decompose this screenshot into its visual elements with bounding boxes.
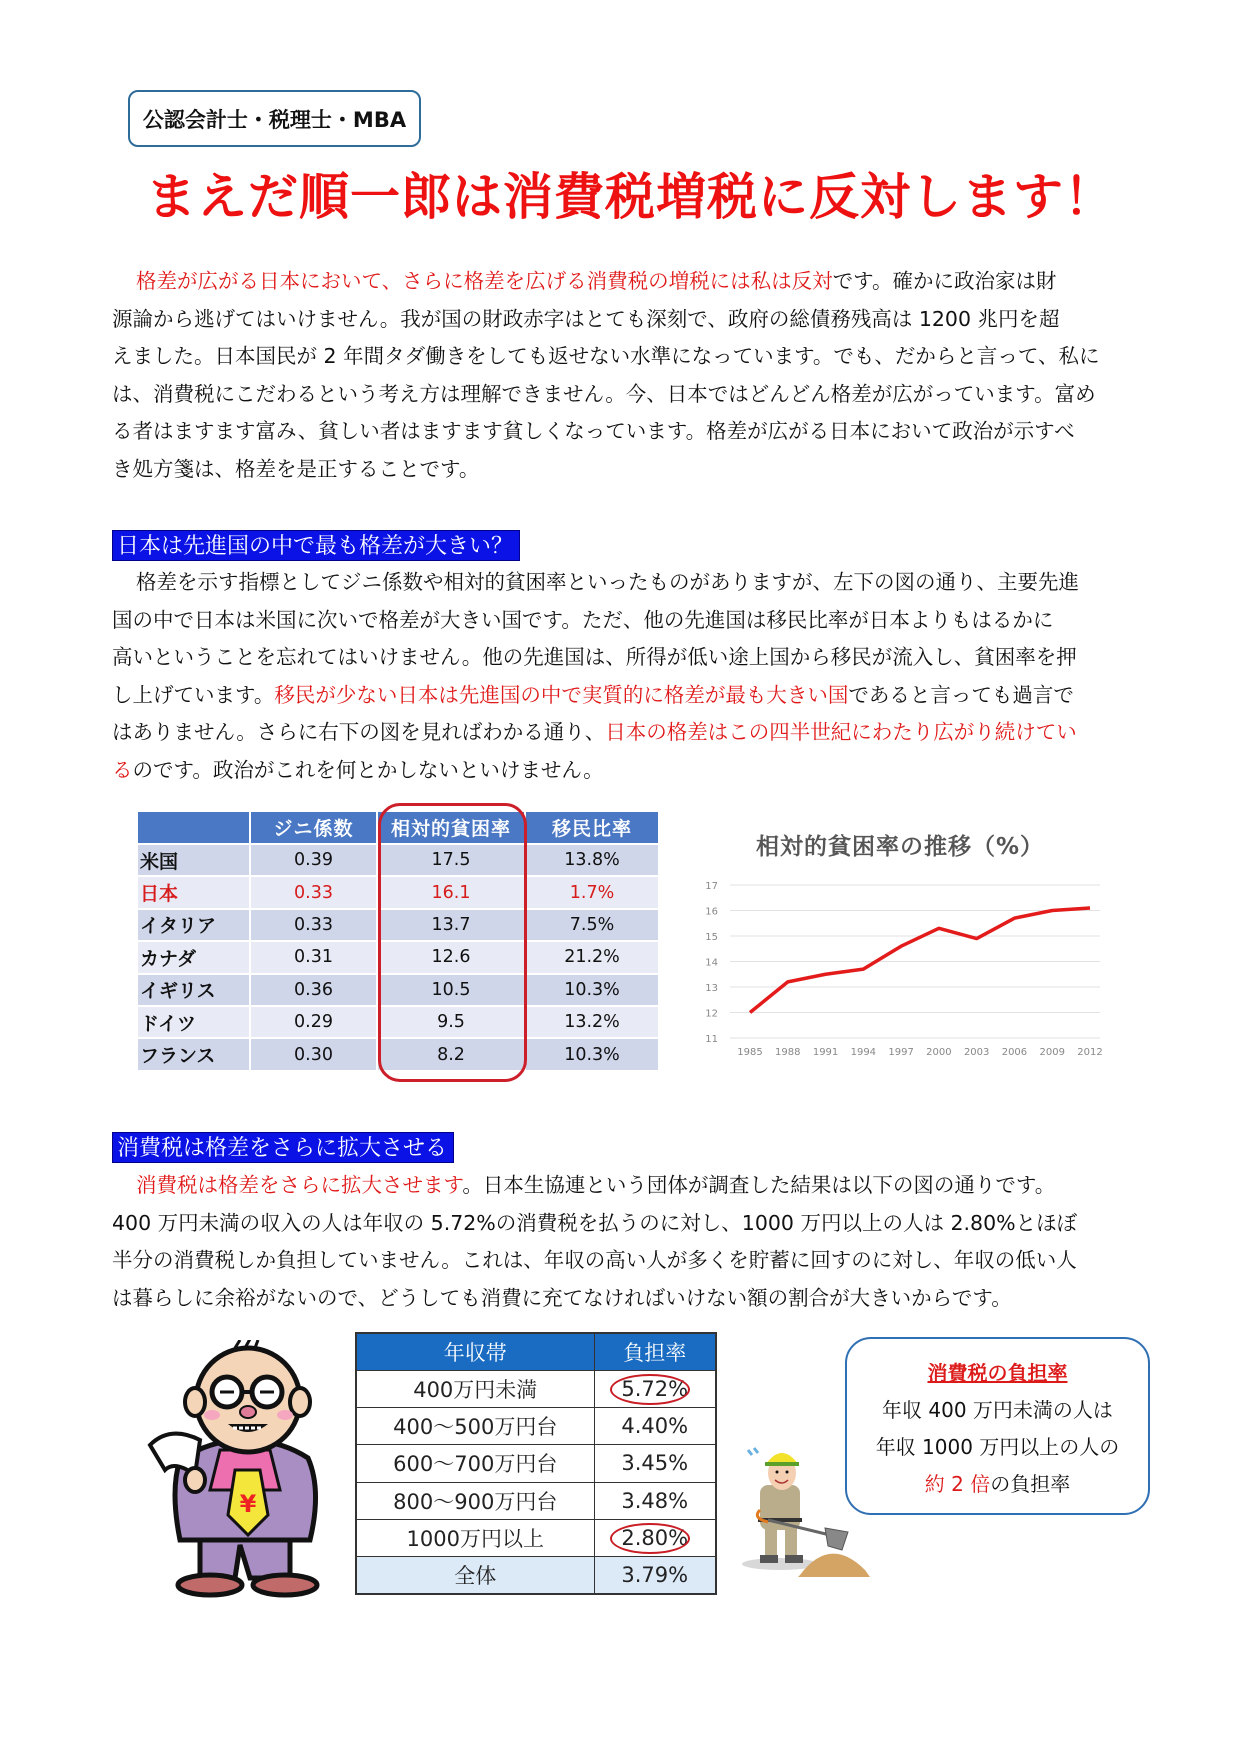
table-header-row [138, 812, 660, 843]
credentials-text: 公認会計士・税理士・MBA [142, 107, 407, 132]
header-gini: ジニ係数 [251, 812, 378, 843]
highlight-red: 消費税は格差をさらに拡大させます [136, 1173, 463, 1197]
chart-plot [685, 820, 1115, 1075]
x-tick-label: 1985 [737, 1047, 763, 1058]
highlight-red: 移民が少ない日本は先進国の中で実質的に格差が最も大きい国 [274, 682, 849, 707]
x-tick-label: 1997 [888, 1047, 914, 1058]
table-row: 800～900万円台 3.48% [356, 1482, 716, 1519]
table-row: 400～500万円台 4.40% [356, 1407, 716, 1444]
x-tick-label: 1991 [812, 1047, 839, 1058]
tax-burden-table [355, 1332, 717, 1595]
x-tick-label: 1994 [850, 1047, 877, 1058]
x-tick-label: 1988 [775, 1047, 801, 1058]
section2-paragraph: 消費税は格差をさらに拡大させます。日本生協連という団体が調査した結果は以下の図の通りです。 400 万円未満の収入の人は年収の 5.72%の消費税を払うのに対し、1000 万円以上の人は 2.80%とほぼ 半分の消費税しか負担していません。これは、年収の高い人が多くを貯蓄に回すのに対し、年収の低い人 は暮らしに余裕がないので、どうしても消費に充てなければいけない額の割合が大きいからです。 [112, 1173, 1078, 1310]
intro-paragraph: 格差が広がる日本において、さらに格差を広げる消費税の増税には私は反対です。確かに政治家は財 源論から逃げてはいけません。我が国の財政赤字はとても深刻で、政府の総債務残高は 1200 兆円を超 えました。日本国民が 2 年間タダ働きをしても返せない水準になっています。でも、だからと言って、私に は、消費税にこだわるという考え方は理解できません。今、日本ではどんどん格差が広がっています。富め る者はますます富み、貧しい者はますます貧しくなっています。格差が広がる日本において政治が示すべ き処方箋は、格差を是正することです。 [112, 269, 1100, 481]
x-tick-label: 2000 [926, 1047, 952, 1058]
burden-callout-box: 消費税の負担率 年収 400 万円未満の人は 年収 1000 万円以上の人の 約 2 倍の負担率 [845, 1337, 1150, 1515]
svg-text:¥: ¥ [239, 1490, 257, 1518]
header-blank [138, 812, 251, 843]
table-row: 米国 0.39 17.5 13.8% [138, 843, 660, 875]
rich-man-illustration [140, 1340, 350, 1602]
header-income-band: 年収帯 [356, 1333, 594, 1370]
header-poverty-rate: 相対的貧困率 [378, 812, 526, 843]
callout-title: 消費税の負担率 [927, 1361, 1068, 1385]
x-tick-label: 2012 [1077, 1047, 1103, 1058]
y-tick-label: 16 [705, 906, 718, 918]
header-immigrant-ratio: 移民比率 [526, 812, 660, 843]
table-row: イタリア 0.33 13.7 7.5% [138, 908, 660, 940]
table-row: ドイツ 0.29 9.5 13.2% [138, 1005, 660, 1037]
table-header-row [356, 1333, 716, 1370]
section-heading-inequality: 日本は先進国の中で最も格差が大きい？ [112, 530, 520, 561]
x-tick-label: 2009 [1039, 1047, 1065, 1058]
section-heading-consumption-tax: 消費税は格差をさらに拡大させる [112, 1132, 454, 1163]
x-tick-label: 2006 [1001, 1047, 1028, 1058]
table-row: 600～700万円台 3.45% [356, 1445, 716, 1482]
y-tick-label: 14 [705, 957, 718, 969]
highlight-red: 日本の格差はこの四半世紀にわたり広がり続けてい [605, 720, 1077, 744]
section1-paragraph: 格差を示す指標としてジニ係数や相対的貧困率といったものがありますが、左下の図の通り、主要先進 国の中で日本は米国に次いで格差が大きい国です。ただ、他の先進国は移民比率が日本よりもはるかに 高いということを忘れてはいけません。他の先進国は、所得が低い途上国から移民が流入し、貧困率を押 し上げています。移民が少ない日本は先進国の中で実質的に格差が最も大きい国であると言っても過言で はありません。さらに右下の図を見ればわかる通り、日本の格差はこの四半世紀にわたり広がり続けてい るのです。政治がこれを何とかしないといけません。 [112, 570, 1079, 782]
red-circle-highlight [610, 1523, 690, 1554]
x-tick-label: 2003 [963, 1047, 990, 1058]
table-row: 1000万円以上 2.80% [356, 1520, 716, 1557]
table-row-japan: 日本 0.33 16.1 1.7% [138, 875, 660, 907]
intro-red-lead: 格差が広がる日本において、さらに格差を広げる消費税の増税には私は反対 [136, 269, 833, 293]
table-row: フランス 0.30 8.2 10.3% [138, 1037, 660, 1069]
chart-title: 相対的貧困率の推移（%） [755, 834, 1045, 860]
y-tick-label: 12 [705, 1008, 718, 1020]
poverty-rate-trend-chart [685, 820, 1115, 1075]
y-tick-label: 15 [705, 932, 718, 943]
y-tick-label: 11 [705, 1034, 718, 1045]
y-tick-label: 13 [705, 983, 718, 994]
table-row: カナダ 0.31 12.6 21.2% [138, 940, 660, 972]
table-row-total: 全体 3.79% [356, 1557, 716, 1594]
header-burden-rate: 負担率 [594, 1333, 716, 1370]
inequality-comparison-table [138, 812, 660, 1070]
credentials-badge [128, 90, 421, 147]
poverty-rate-line [750, 908, 1090, 1013]
table-row: 400万円未満 5.72% [356, 1370, 716, 1407]
red-circle-highlight [610, 1374, 690, 1405]
table-row: イギリス 0.36 10.5 10.3% [138, 973, 660, 1005]
y-tick-label: 17 [705, 881, 718, 892]
page-title: まえだ順一郎は消費税増税に反対します！ [146, 168, 1115, 226]
